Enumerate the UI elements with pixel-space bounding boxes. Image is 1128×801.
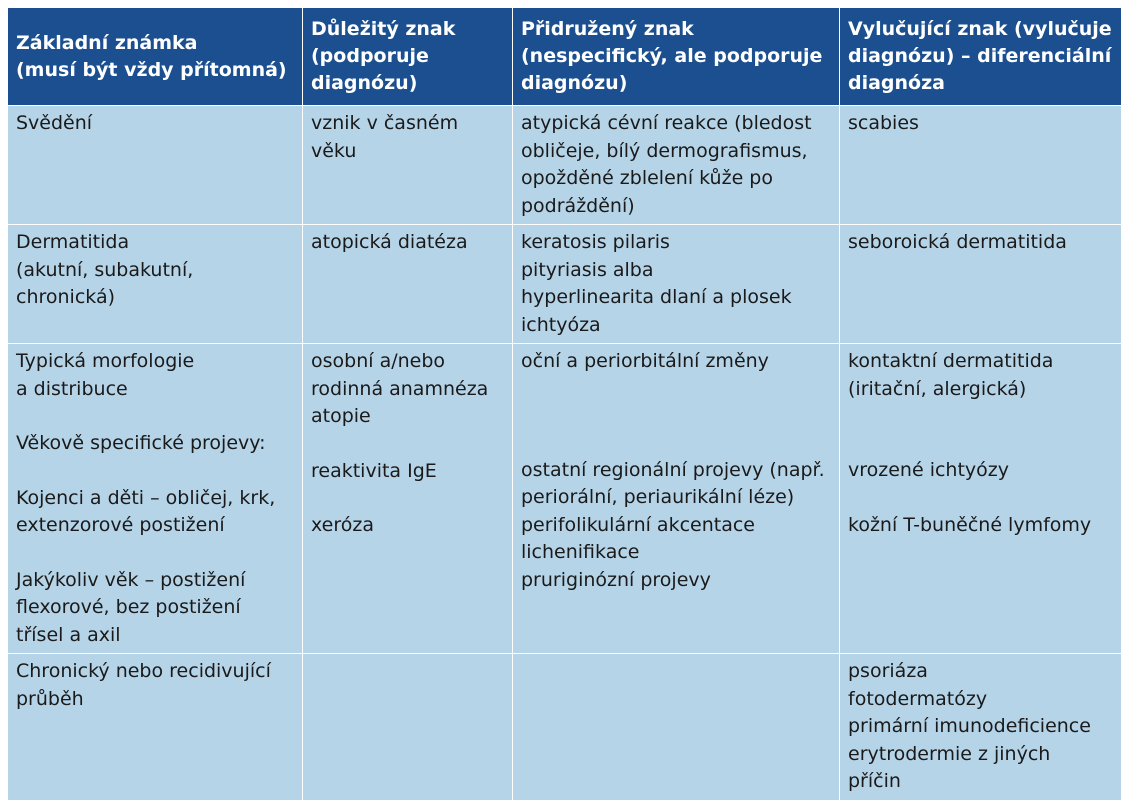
- cell-line: Chronický nebo recidivující: [16, 660, 271, 682]
- cell-line: erytrodermie z jiných: [848, 742, 1051, 765]
- cell-line: příčin: [848, 770, 901, 792]
- header-basic-sign: [8, 8, 303, 106]
- cell-associated-sign: [513, 225, 840, 344]
- header-line: Důležitý znak: [311, 18, 456, 40]
- cell-important-sign: [303, 225, 513, 344]
- cell-line: atopická diatéza: [311, 231, 468, 253]
- cell-line: atopie: [311, 405, 371, 427]
- cell-line: perifolikulární akcentace: [521, 513, 755, 536]
- cell-line: atypická cévní reakce (bledost: [521, 112, 812, 134]
- cell-line: extenzorové postižení: [16, 514, 225, 536]
- spacer: [521, 403, 831, 430]
- cell-line: seboroická dermatitida: [848, 231, 1067, 253]
- cell-line: pruriginózní projevy: [521, 568, 711, 591]
- cell-line: (iritační, alergická): [848, 377, 1027, 400]
- cell-line: fotodermatózy: [848, 687, 988, 710]
- cell-line: pityriasis alba: [521, 258, 654, 281]
- cell-important-sign: [303, 344, 513, 654]
- spacer: [521, 430, 831, 457]
- cell-excluding-sign: [840, 344, 1122, 654]
- cell-line: věku: [311, 139, 357, 162]
- cell-important-sign: [303, 654, 513, 801]
- spacer: [16, 458, 294, 485]
- cell-excluding-sign: [840, 225, 1122, 344]
- cell-important-sign: [303, 106, 513, 225]
- cell-line: vrozené ichtyózy: [848, 459, 1009, 481]
- cell-associated-sign: [513, 344, 840, 654]
- spacer: [311, 485, 504, 512]
- header-line: diagnózu): [311, 72, 418, 94]
- header-line: (nespecifický, ale podporuje: [521, 45, 823, 67]
- header-excluding-sign: [840, 8, 1122, 106]
- cell-line: podráždění): [521, 194, 635, 217]
- cell-line: hyperlinearita dlaní a plosek: [521, 286, 792, 308]
- cell-line: lichenifikace: [521, 541, 640, 563]
- cell-line: scabies: [848, 112, 919, 134]
- header-associated-sign: [513, 8, 840, 106]
- cell-basic-sign: [8, 106, 303, 225]
- header-line: Základní známka: [16, 31, 198, 54]
- cell-line: reaktivita IgE: [311, 459, 437, 482]
- cell-line: Kojenci a děti – obličej, krk,: [16, 486, 276, 509]
- cell-line: osobní a/nebo: [311, 350, 446, 372]
- cell-associated-sign: [513, 106, 840, 225]
- cell-line: kontaktní dermatitida: [848, 350, 1054, 372]
- spacer: [311, 431, 504, 458]
- cell-line: Jakýkoliv věk – postižení: [16, 568, 246, 591]
- cell-line: periorální, periaurikální léze): [521, 486, 795, 508]
- spacer: [848, 485, 1113, 512]
- cell-line: chronická): [16, 286, 115, 308]
- cell-line: ichtyóza: [521, 313, 601, 336]
- cell-line: průběh: [16, 687, 84, 710]
- cell-line: Dermatitida: [16, 231, 130, 253]
- cell-line: vznik v časném: [311, 112, 459, 134]
- header-line: diagnózu): [521, 72, 628, 94]
- cell-line: Typická morfologie: [16, 350, 195, 372]
- cell-line: opožděné zblelení kůže po: [521, 167, 773, 189]
- cell-line: a distribuce: [16, 377, 128, 400]
- table-row: [8, 344, 1122, 654]
- table-row: [8, 654, 1122, 801]
- cell-line: flexorové, bez postižení: [16, 596, 241, 618]
- header-line: (podporuje: [311, 45, 429, 67]
- cell-basic-sign: [8, 344, 303, 654]
- cell-line: psoriáza: [848, 660, 928, 682]
- header-row: [8, 8, 1122, 106]
- header-line: Přidružený znak: [521, 18, 694, 40]
- header-line: diagnóza: [848, 72, 945, 94]
- cell-line: obličeje, bílý dermografismus,: [521, 139, 808, 162]
- cell-excluding-sign: [840, 106, 1122, 225]
- spacer: [16, 403, 294, 430]
- cell-line: kožní T-buněčné lymfomy: [848, 513, 1092, 536]
- spacer: [848, 403, 1113, 430]
- spacer: [16, 540, 294, 567]
- cell-line: rodinná anamnéza: [311, 377, 489, 400]
- header-important-sign: [303, 8, 513, 106]
- cell-line: ostatní regionální projevy (např.: [521, 458, 825, 481]
- header-line: (musí být vždy přítomná): [16, 58, 287, 81]
- cell-basic-sign: [8, 654, 303, 801]
- cell-line: (akutní, subakutní,: [16, 258, 194, 281]
- cell-basic-sign: [8, 225, 303, 344]
- cell-associated-sign: [513, 654, 840, 801]
- header-line: diagnózu) – diferenciální: [848, 45, 1112, 67]
- diagnostic-criteria-table: [7, 7, 1122, 801]
- table-row: [8, 106, 1122, 225]
- cell-line: Svědění: [16, 112, 93, 134]
- spacer: [521, 376, 831, 403]
- cell-line: xeróza: [311, 514, 374, 536]
- cell-line: oční a periorbitální změny: [521, 350, 769, 372]
- cell-line: třísel a axil: [16, 623, 121, 646]
- spacer: [848, 430, 1113, 457]
- header-line: Vylučující znak (vylučuje: [848, 18, 1112, 40]
- cell-line: keratosis pilaris: [521, 231, 670, 253]
- cell-line: Věkově specifické projevy:: [16, 432, 266, 454]
- cell-excluding-sign: [840, 654, 1122, 801]
- cell-line: primární imunodeficience: [848, 715, 1091, 737]
- table-row: [8, 225, 1122, 344]
